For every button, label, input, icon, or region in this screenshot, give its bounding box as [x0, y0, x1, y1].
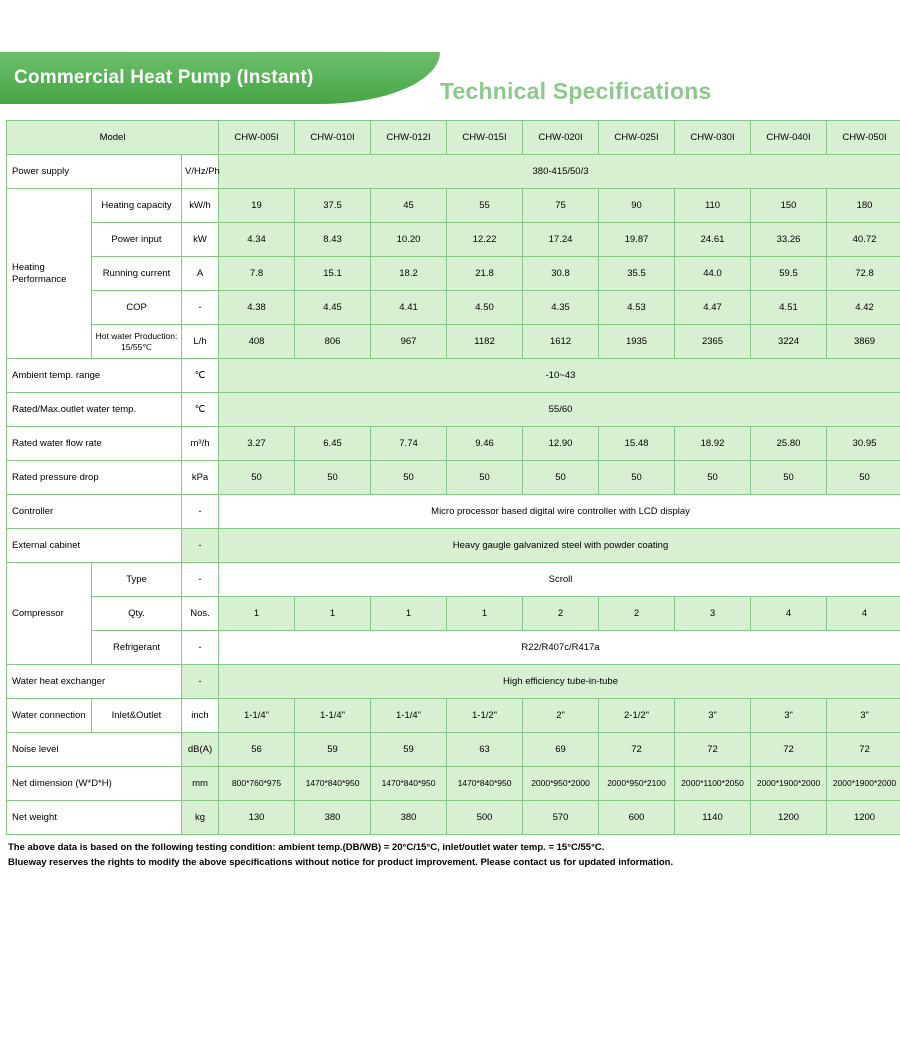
row-unit-noise-level: dB(A) — [182, 733, 219, 767]
cell-value: 1140 — [675, 801, 751, 835]
note-testing-condition: The above data is based on the following testing condition: ambient temp.(DB/WB) = 20°C/15°C, inlet/outlet water temp. = 15°C/55°C. — [8, 842, 605, 853]
cell-value: 15.1 — [295, 257, 371, 291]
cell-value: 1-1/4" — [371, 699, 447, 733]
cell-value: 180 — [827, 189, 900, 223]
table-row — [7, 359, 900, 393]
row-unit-external-cabinet: - — [182, 529, 219, 563]
row-label-water-flow-rate: Rated water flow rate — [7, 427, 182, 461]
row-label-water-heat-exchanger: Water heat exchanger — [7, 665, 182, 699]
cell-value: 570 — [523, 801, 599, 835]
cell-value: 6.45 — [295, 427, 371, 461]
table-row — [7, 461, 900, 495]
page-header — [0, 0, 900, 120]
header-model-4: CHW-020I — [523, 121, 599, 155]
table-row — [7, 767, 900, 801]
cell-value: 50 — [827, 461, 900, 495]
cell-value: 3" — [827, 699, 900, 733]
cell-value: 7.8 — [219, 257, 295, 291]
header-model-8: CHW-050I — [827, 121, 900, 155]
cell-value: 1200 — [751, 801, 827, 835]
cell-value: 72 — [675, 733, 751, 767]
row-label-net-dimension: Net dimension (W*D*H) — [7, 767, 182, 801]
header-model-0: CHW-005I — [219, 121, 295, 155]
cell-value: 1612 — [523, 325, 599, 359]
cell-value: 1935 — [599, 325, 675, 359]
cell-value: 35.5 — [599, 257, 675, 291]
cell-value: 1470*840*950 — [371, 767, 447, 801]
table-row — [7, 223, 900, 257]
cell-value: 59 — [295, 733, 371, 767]
cell-value: 30.95 — [827, 427, 900, 461]
row-unit-heating-capacity: kW/h — [182, 189, 219, 223]
row-unit-power-input: kW — [182, 223, 219, 257]
row-unit-outlet-water-temp: ℃ — [182, 393, 219, 427]
cell-value: 18.92 — [675, 427, 751, 461]
row-sublabel-hot-water-production: Hot water Production: 15/55℃ — [92, 325, 182, 359]
table-row — [7, 563, 900, 597]
group-label-compressor: Compressor — [7, 563, 92, 665]
cell-value: 2" — [523, 699, 599, 733]
header-model-5: CHW-025I — [599, 121, 675, 155]
cell-value: 69 — [523, 733, 599, 767]
note-disclaimer: Blueway reserves the rights to modify the above specifications without notice for product improvement. Please contact us for updated information. — [8, 856, 674, 868]
cell-value: 10.20 — [371, 223, 447, 257]
table-row — [7, 699, 900, 733]
cell-value: 4.50 — [447, 291, 523, 325]
cell-value: 380 — [371, 801, 447, 835]
header-model-label: Model — [7, 121, 219, 155]
cell-value: 1 — [371, 597, 447, 631]
row-label-pressure-drop: Rated pressure drop — [7, 461, 182, 495]
row-sublabel-power-input: Power input — [92, 223, 182, 257]
spec-table-container — [0, 120, 900, 835]
row-unit-net-dimension: mm — [182, 767, 219, 801]
row-sublabel-water-connection: Inlet&Outlet — [92, 699, 182, 733]
cell-value: 4.42 — [827, 291, 900, 325]
cell-value: 4.35 — [523, 291, 599, 325]
cell-value: 72 — [599, 733, 675, 767]
table-row — [7, 733, 900, 767]
row-value-external-cabinet: Heavy gaugle galvanized steel with powder coating — [219, 529, 900, 563]
cell-value: 18.2 — [371, 257, 447, 291]
table-row — [7, 529, 900, 563]
header-model-3: CHW-015I — [447, 121, 523, 155]
cell-value: 2000*950*2000 — [523, 767, 599, 801]
cell-value: 50 — [599, 461, 675, 495]
header-model-6: CHW-030I — [675, 121, 751, 155]
cell-value: 50 — [219, 461, 295, 495]
table-row — [7, 631, 900, 665]
cell-value: 4.47 — [675, 291, 751, 325]
cell-value: 44.0 — [675, 257, 751, 291]
row-label-water-connection: Water connection — [7, 699, 92, 733]
cell-value: 50 — [751, 461, 827, 495]
row-unit-compressor-qty: Nos. — [182, 597, 219, 631]
cell-value: 21.8 — [447, 257, 523, 291]
cell-value: 3 — [675, 597, 751, 631]
table-row — [7, 597, 900, 631]
row-sublabel-refrigerant: Refrigerant — [92, 631, 182, 665]
row-unit-ambient-temp-range: ℃ — [182, 359, 219, 393]
row-unit-power-supply: V/Hz/Ph — [182, 155, 219, 189]
cell-value: 8.43 — [295, 223, 371, 257]
row-label-power-supply: Power supply — [7, 155, 182, 189]
table-row — [7, 291, 900, 325]
cell-value: 7.74 — [371, 427, 447, 461]
cell-value: 3869 — [827, 325, 900, 359]
row-label-ambient-temp-range: Ambient temp. range — [7, 359, 182, 393]
row-label-net-weight: Net weight — [7, 801, 182, 835]
row-sublabel-heating-capacity: Heating capacity — [92, 189, 182, 223]
cell-value: 1200 — [827, 801, 900, 835]
row-unit-water-heat-exchanger: - — [182, 665, 219, 699]
cell-value: 40.72 — [827, 223, 900, 257]
cell-value: 37.5 — [295, 189, 371, 223]
table-row — [7, 257, 900, 291]
row-unit-water-connection: inch — [182, 699, 219, 733]
row-sublabel-running-current: Running current — [92, 257, 182, 291]
cell-value: 3" — [751, 699, 827, 733]
cell-value: 1-1/4" — [219, 699, 295, 733]
row-value-refrigerant: R22/R407c/R417a — [219, 631, 900, 665]
page-title: Commercial Heat Pump (Instant) — [14, 67, 314, 88]
cell-value: 4.45 — [295, 291, 371, 325]
cell-value: 63 — [447, 733, 523, 767]
cell-value: 4.41 — [371, 291, 447, 325]
cell-value: 4.38 — [219, 291, 295, 325]
cell-value: 967 — [371, 325, 447, 359]
cell-value: 59.5 — [751, 257, 827, 291]
cell-value: 24.61 — [675, 223, 751, 257]
cell-value: 800*760*975 — [219, 767, 295, 801]
row-sublabel-cop: COP — [92, 291, 182, 325]
table-row — [7, 495, 900, 529]
cell-value: 12.90 — [523, 427, 599, 461]
row-unit-water-flow-rate: m³/h — [182, 427, 219, 461]
cell-value: 2000*950*2100 — [599, 767, 675, 801]
row-unit-running-current: A — [182, 257, 219, 291]
row-label-external-cabinet: External cabinet — [7, 529, 182, 563]
cell-value: 56 — [219, 733, 295, 767]
row-sublabel-compressor-type: Type — [92, 563, 182, 597]
row-sublabel-compressor-qty: Qty. — [92, 597, 182, 631]
cell-value: 110 — [675, 189, 751, 223]
row-unit-hot-water-production: L/h — [182, 325, 219, 359]
cell-value: 17.24 — [523, 223, 599, 257]
cell-value: 2-1/2" — [599, 699, 675, 733]
row-unit-cop: - — [182, 291, 219, 325]
cell-value: 4.34 — [219, 223, 295, 257]
row-unit-pressure-drop: kPa — [182, 461, 219, 495]
group-label-heating-performance: Heating Performance — [7, 189, 92, 359]
cell-value: 380 — [295, 801, 371, 835]
header-model-1: CHW-010I — [295, 121, 371, 155]
cell-value: 130 — [219, 801, 295, 835]
cell-value: 9.46 — [447, 427, 523, 461]
row-value-compressor-type: Scroll — [219, 563, 900, 597]
row-label-outlet-water-temp: Rated/Max.outlet water temp. — [7, 393, 182, 427]
row-value-ambient-temp-range: -10~43 — [219, 359, 900, 393]
cell-value: 15.48 — [599, 427, 675, 461]
cell-value: 1 — [219, 597, 295, 631]
cell-value: 75 — [523, 189, 599, 223]
table-row — [7, 189, 900, 223]
cell-value: 4 — [827, 597, 900, 631]
cell-value: 2000*1900*2000 — [751, 767, 827, 801]
cell-value: 19.87 — [599, 223, 675, 257]
cell-value: 50 — [295, 461, 371, 495]
table-row — [7, 665, 900, 699]
row-value-controller: Micro processor based digital wire controller with LCD display — [219, 495, 900, 529]
cell-value: 1182 — [447, 325, 523, 359]
table-row — [7, 325, 900, 359]
row-label-noise-level: Noise level — [7, 733, 182, 767]
cell-value: 90 — [599, 189, 675, 223]
cell-value: 59 — [371, 733, 447, 767]
cell-value: 2 — [523, 597, 599, 631]
cell-value: 2000*1900*2000 — [827, 767, 900, 801]
header-model-7: CHW-040I — [751, 121, 827, 155]
cell-value: 3.27 — [219, 427, 295, 461]
cell-value: 1 — [447, 597, 523, 631]
cell-value: 72 — [751, 733, 827, 767]
header-model-2: CHW-012I — [371, 121, 447, 155]
cell-value: 19 — [219, 189, 295, 223]
cell-value: 25.80 — [751, 427, 827, 461]
cell-value: 12.22 — [447, 223, 523, 257]
row-value-outlet-water-temp: 55/60 — [219, 393, 900, 427]
row-value-water-heat-exchanger: High efficiency tube-in-tube — [219, 665, 900, 699]
cell-value: 2365 — [675, 325, 751, 359]
table-row — [7, 393, 900, 427]
cell-value: 55 — [447, 189, 523, 223]
cell-value: 72 — [827, 733, 900, 767]
cell-value: 500 — [447, 801, 523, 835]
cell-value: 1 — [295, 597, 371, 631]
cell-value: 1-1/4" — [295, 699, 371, 733]
cell-value: 50 — [675, 461, 751, 495]
product-title-banner — [0, 52, 440, 104]
table-row — [7, 427, 900, 461]
specifications-table — [6, 120, 900, 835]
cell-value: 1470*840*950 — [447, 767, 523, 801]
cell-value: 50 — [523, 461, 599, 495]
cell-value: 30.8 — [523, 257, 599, 291]
cell-value: 45 — [371, 189, 447, 223]
cell-value: 50 — [447, 461, 523, 495]
row-value-power-supply: 380-415/50/3 — [219, 155, 900, 189]
cell-value: 806 — [295, 325, 371, 359]
cell-value: 33.26 — [751, 223, 827, 257]
row-unit-net-weight: kg — [182, 801, 219, 835]
cell-value: 1470*840*950 — [295, 767, 371, 801]
cell-value: 4.51 — [751, 291, 827, 325]
row-unit-refrigerant: - — [182, 631, 219, 665]
cell-value: 150 — [751, 189, 827, 223]
cell-value: 3" — [675, 699, 751, 733]
cell-value: 4 — [751, 597, 827, 631]
row-label-controller: Controller — [7, 495, 182, 529]
cell-value: 3224 — [751, 325, 827, 359]
table-row — [7, 801, 900, 835]
table-header-row — [7, 121, 900, 155]
section-subtitle: Technical Specifications — [440, 78, 712, 104]
cell-value: 2 — [599, 597, 675, 631]
row-unit-controller: - — [182, 495, 219, 529]
cell-value: 408 — [219, 325, 295, 359]
cell-value: 2000*1100*2050 — [675, 767, 751, 801]
cell-value: 72.8 — [827, 257, 900, 291]
footer-notes — [0, 835, 900, 870]
row-unit-compressor-type: - — [182, 563, 219, 597]
cell-value: 600 — [599, 801, 675, 835]
cell-value: 4.53 — [599, 291, 675, 325]
cell-value: 1-1/2" — [447, 699, 523, 733]
table-row — [7, 155, 900, 189]
cell-value: 50 — [371, 461, 447, 495]
